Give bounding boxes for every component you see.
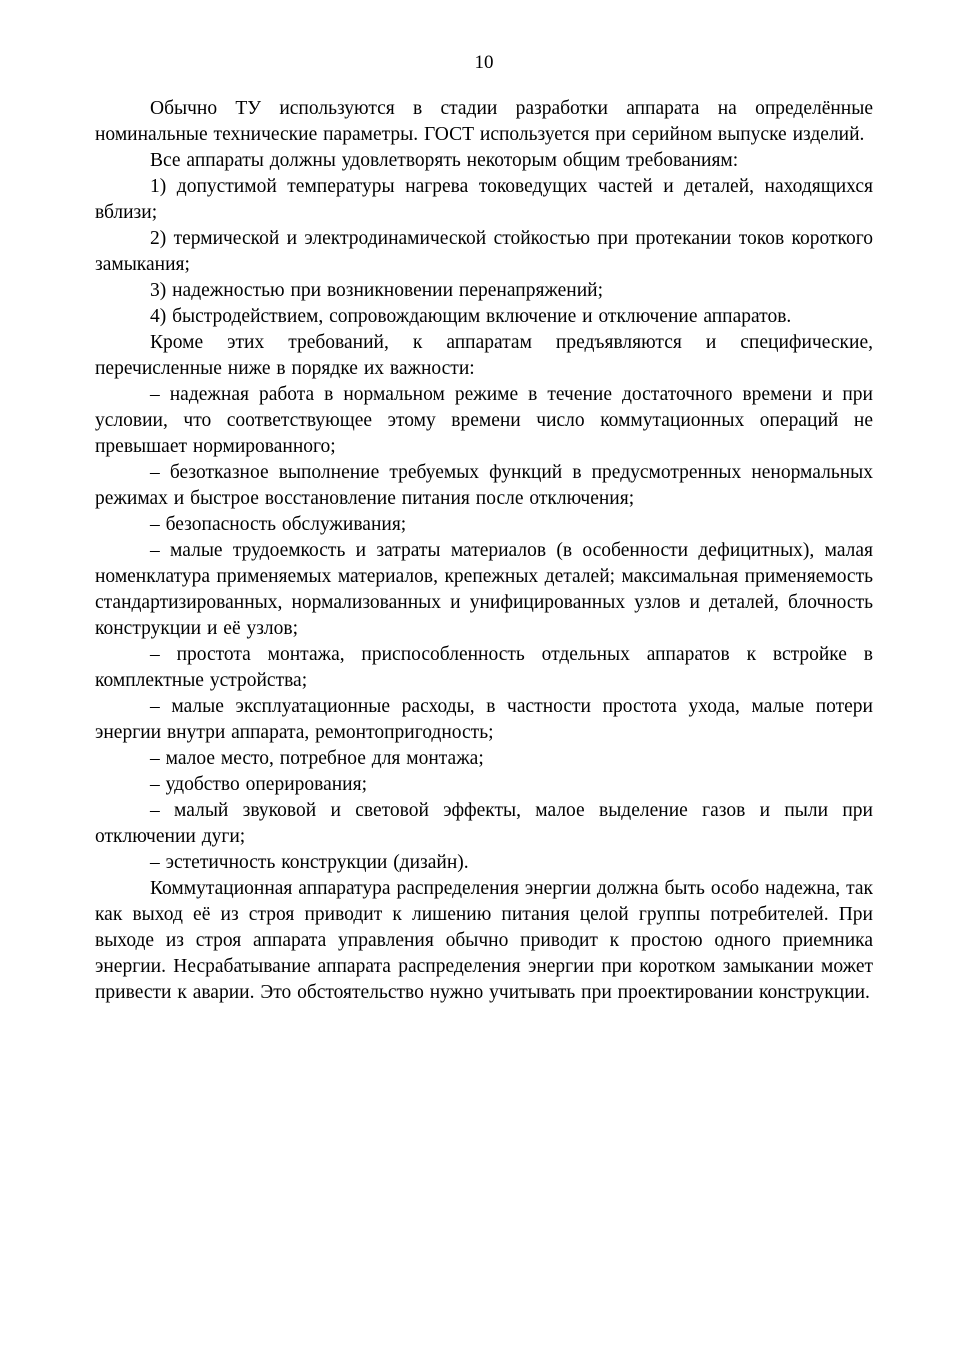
list-item-dash: – безотказное выполнение требуемых функций в предусмотренных ненормальных режимах и быстрое восстановление питания после отключения;: [95, 462, 873, 509]
paragraph: Кроме этих требований, к аппаратам предъявляются и специфические, перечисленные ниже в порядке их важности:: [95, 332, 873, 379]
list-item-numbered: 2) термической и электродинамической стойкостью при протекании токов короткого замыкания;: [95, 228, 873, 275]
list-item-numbered: 4) быстродействием, сопровождающим включение и отключение аппаратов.: [150, 306, 792, 327]
list-item-dash: – малый звуковой и световой эффекты, малое выделение газов и пыли при отключении дуги;: [95, 800, 873, 847]
list-item-dash: – надежная работа в нормальном режиме в течение достаточного времени и при условии, что соответствующее этому времени число коммутационных операций не превышает нормированного;: [95, 384, 873, 457]
paragraph: Коммутационная аппаратура распределения энергии должна быть особо надежна, так как выход её из строя приводит к лишению питания целой группы потребителей. При выходе из строя аппарата управления обычно приводит к простою одного приемника энергии. Несрабатывание аппарата распределения энергии при коротком замыкании может привести к аварии. Это обстоятельство нужно учитывать при проектировании конструкции.: [95, 878, 873, 1003]
list-item-numbered: 3) надежностью при возникновении перенапряжений;: [150, 280, 604, 301]
list-item-dash: – эстетичность конструкции (дизайн).: [150, 852, 469, 873]
list-item-dash: – простота монтажа, приспособленность отдельных аппаратов к встройке в комплектные устройства;: [95, 644, 873, 691]
page-body-text: [95, 96, 873, 1006]
paragraph: Все аппараты должны удовлетворять некоторым общим требованиям:: [150, 150, 739, 171]
paragraph: Обычно ТУ используются в стадии разработки аппарата на определённые номинальные технические параметры. ГОСТ используется при серийном выпуске изделий.: [95, 98, 873, 145]
list-item-dash: – малые трудоемкость и затраты материалов (в особенности дефицитных), малая номенклатура применяемых материалов, крепежных деталей; максимальная применяемость стандартизированных, нормализованных и унифицированных узлов и деталей, блочность конструкции и её узлов;: [95, 540, 873, 639]
list-item-dash: – удобство оперирования;: [150, 774, 368, 795]
list-item-numbered: 1) допустимой температуры нагрева токоведущих частей и деталей, находящихся вблизи;: [95, 176, 873, 223]
page-number: 10: [474, 52, 494, 73]
list-item-dash: – малые эксплуатационные расходы, в частности простота ухода, малые потери энергии внутри аппарата, ремонтопригодность;: [95, 696, 873, 743]
list-item-dash: – малое место, потребное для монтажа;: [150, 748, 484, 769]
list-item-dash: – безопасность обслуживания;: [150, 514, 407, 535]
